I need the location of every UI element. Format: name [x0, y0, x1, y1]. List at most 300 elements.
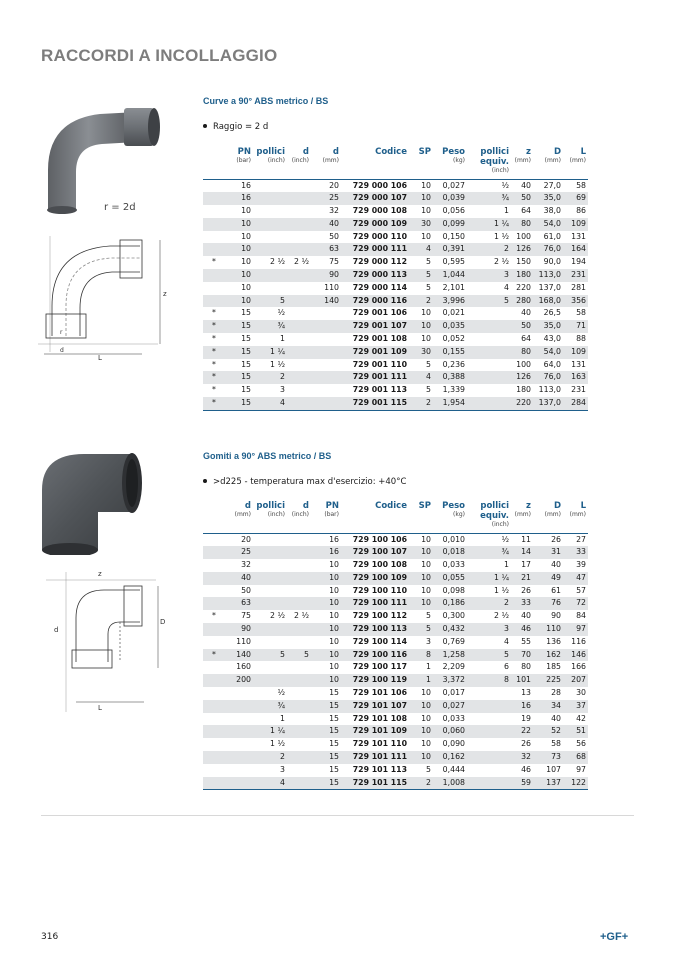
table-cell: 26 [521, 739, 531, 749]
table-cell: 0,010 [442, 534, 465, 544]
bend-drawing-L-label: L [98, 354, 102, 362]
table-cell: 220 [511, 397, 533, 410]
table-cell [203, 623, 225, 636]
elbow-table-header-cell [287, 501, 311, 529]
table-cell: 50 [511, 192, 533, 205]
table-row [203, 333, 588, 346]
table-cell: 30 [409, 346, 433, 359]
table-cell: * [203, 320, 225, 333]
table-cell [287, 218, 311, 231]
table-row [203, 295, 588, 308]
table-cell: 0,021 [442, 308, 465, 318]
table-cell: 180 [516, 385, 531, 395]
table-cell [203, 295, 225, 308]
table-cell: 729 100 114 [352, 636, 407, 646]
table-cell [287, 623, 311, 636]
table-cell: 26 [551, 534, 561, 544]
table-cell: 97 [576, 764, 586, 774]
table-cell: 231 [563, 269, 588, 282]
table-cell: 58 [576, 308, 586, 318]
table-cell: 54,0 [533, 346, 563, 359]
table-cell: 15 [225, 346, 253, 359]
table-cell [287, 192, 311, 205]
table-cell: ¾ [253, 320, 287, 333]
table-cell: * [203, 397, 225, 410]
table-cell: 1 ½ [270, 739, 285, 749]
table-cell: 40 [551, 560, 561, 570]
table-cell: 729 000 107 [341, 192, 409, 205]
elbow-photo [40, 450, 152, 555]
table-cell: 6 [504, 662, 509, 672]
bend-table-header-cell [409, 147, 433, 175]
table-row [203, 384, 588, 397]
table-cell: 1 ¼ [467, 572, 511, 585]
bend-table-header-unit: (kg) [453, 157, 465, 164]
table-cell: 2 ½ [270, 257, 285, 267]
table-cell [203, 700, 225, 713]
table-row [203, 307, 588, 320]
table-cell: 1 ½ [270, 359, 285, 369]
table-cell: 729 100 117 [352, 662, 407, 672]
bend-table-header [203, 147, 588, 175]
table-cell [225, 725, 253, 738]
table-cell [203, 533, 225, 546]
table-cell: 10 [225, 295, 253, 308]
table-cell: 729 000 114 [352, 282, 407, 292]
table-cell [467, 359, 511, 372]
bend-table-header-label: d [332, 147, 339, 157]
table-cell: 0,186 [433, 597, 467, 610]
table-cell: 10 [329, 585, 339, 595]
elbow-table-header-label: Peso [442, 501, 465, 511]
table-cell [287, 777, 311, 790]
table-cell: 729 001 110 [352, 359, 407, 369]
table-row [203, 687, 588, 700]
bend-drawing-z-label: z [163, 290, 167, 298]
gf-logo: +GF+ [600, 931, 629, 943]
table-cell: 27,0 [543, 180, 561, 190]
table-cell: 1 [504, 206, 509, 216]
table-cell: ½ [501, 534, 509, 544]
table-cell [287, 725, 311, 738]
table-cell: 0,300 [442, 611, 465, 621]
bend-drawing [38, 226, 178, 362]
table-cell: 0,098 [442, 585, 465, 595]
table-cell [467, 713, 511, 726]
elbow-table-header-cell [511, 501, 533, 529]
table-cell: 88 [576, 334, 586, 344]
table-cell: 729 000 110 [352, 231, 407, 241]
table-cell: 56 [576, 739, 586, 749]
table-cell: 729 101 108 [352, 713, 407, 723]
bend-table-header-unit: (bar) [236, 157, 251, 164]
table-cell [225, 700, 253, 713]
table-cell [253, 205, 287, 218]
table-cell: 729 000 108 [352, 206, 407, 216]
bend-table-header-cell [433, 147, 467, 175]
table-cell: 1 [409, 674, 433, 687]
table-cell: 5 [467, 295, 511, 308]
table-cell: 4 [504, 282, 509, 292]
table-cell: 40 [521, 611, 531, 621]
table-cell: 38,0 [543, 206, 561, 216]
bend-table-header-unit: (inch) [291, 157, 309, 164]
table-cell [467, 397, 511, 410]
table-row [203, 751, 588, 764]
table-cell: 21 [511, 572, 533, 585]
table-cell: 35,0 [533, 320, 563, 333]
elbow-drawing-L-label: L [98, 704, 102, 712]
table-cell [225, 751, 253, 764]
table-cell [467, 320, 511, 333]
table-cell: 122 [563, 777, 588, 790]
bend-table-header-unit: (mm) [544, 157, 561, 164]
table-cell [467, 700, 511, 713]
table-cell [203, 282, 225, 295]
table-cell: 42 [576, 713, 586, 723]
table-cell: * [212, 359, 216, 369]
table-cell: 20 [329, 180, 339, 190]
table-cell: ½ [501, 180, 509, 190]
elbow-drawing-D-label: D [160, 618, 166, 626]
table-row [203, 533, 588, 546]
table-cell [287, 738, 311, 751]
bend-table-header-label: d [302, 147, 309, 157]
table-cell: 109 [563, 218, 588, 231]
table-cell [253, 585, 287, 598]
table-cell [311, 397, 341, 410]
table-cell: 0,236 [442, 359, 465, 369]
table-cell: 37 [563, 700, 588, 713]
elbow-drawing-d-label: d [54, 626, 59, 634]
table-cell: 0,017 [442, 688, 465, 698]
table-cell: ¾ [467, 546, 511, 559]
bend-table-header-cell [253, 147, 287, 175]
table-cell: 116 [571, 636, 586, 646]
table-cell [203, 738, 225, 751]
table-cell [287, 764, 311, 777]
table-cell: 1 [280, 334, 285, 344]
bend-table-header-unit: (inch) [267, 157, 285, 164]
table-cell: 4 [504, 636, 509, 646]
table-cell: 729 101 110 [352, 739, 407, 749]
table-cell: 40 [521, 308, 531, 318]
table-cell: 10 [409, 572, 433, 585]
bend-table-header-unit: (mm) [322, 157, 339, 164]
table-cell: 2 [467, 243, 511, 256]
elbow-table-header-label: SP [418, 501, 431, 511]
table-row [203, 256, 588, 269]
bend-table-header-cell [287, 147, 311, 175]
table-row [203, 371, 588, 384]
table-cell: 55 [521, 636, 531, 646]
elbow-table-header-cell [433, 501, 467, 529]
table-cell: 40 [521, 180, 531, 190]
table-cell: 185 [546, 662, 561, 672]
table-cell [203, 674, 225, 687]
table-cell: * [212, 257, 216, 267]
table-cell: 10 [409, 751, 433, 764]
table-cell: 136 [546, 636, 561, 646]
table-cell: 137 [533, 777, 563, 790]
table-cell: 3 [280, 764, 285, 774]
table-row [203, 738, 588, 751]
table-cell: 16 [241, 180, 251, 190]
table-cell: 729 100 116 [341, 649, 409, 662]
table-cell: 280 [511, 295, 533, 308]
elbow-table-header-label: PN [325, 501, 339, 511]
table-cell: 109 [563, 346, 588, 359]
table-cell: 40 [225, 572, 253, 585]
table-cell: 90 [551, 611, 561, 621]
table-cell [287, 700, 311, 713]
table-cell: 10 [421, 713, 431, 723]
elbow-table-header-label: D [553, 501, 561, 511]
table-cell [253, 533, 287, 546]
table-cell: 32 [511, 751, 533, 764]
table-cell: 10 [329, 560, 339, 570]
table-cell: 113,0 [533, 269, 563, 282]
elbow-drawing-z-label: z [98, 570, 102, 578]
table-cell [203, 179, 225, 192]
table-row [203, 320, 588, 333]
elbow-table-header-cell [203, 501, 225, 529]
table-cell: 0,033 [442, 560, 465, 570]
table-cell: 10 [409, 597, 433, 610]
table-cell [253, 231, 287, 244]
bend-table [203, 147, 588, 411]
table-cell: 729 001 115 [341, 397, 409, 410]
table-cell: 90 [311, 269, 341, 282]
table-cell: 180 [511, 269, 533, 282]
table-cell [253, 179, 287, 192]
table-cell: 0,090 [442, 739, 465, 749]
table-cell: 1,339 [442, 385, 465, 395]
table-cell: 284 [563, 397, 588, 410]
table-cell: 164 [563, 243, 588, 256]
table-cell: 4 [253, 397, 287, 410]
table-cell: 72 [563, 597, 588, 610]
bend-table-header-label: pollici [256, 147, 285, 157]
bend-table-header-cell [533, 147, 563, 175]
table-cell [287, 282, 311, 295]
section2-title: Gomiti a 90° ABS metrico / BS [203, 451, 332, 461]
table-cell: 1 ¼ [253, 725, 287, 738]
table-cell: 140 [311, 295, 341, 308]
table-cell: 3,996 [433, 295, 467, 308]
table-cell: 160 [236, 662, 251, 672]
table-cell: 14 [511, 546, 533, 559]
table-cell [203, 764, 225, 777]
table-cell: 729 100 110 [352, 585, 407, 595]
table-cell [467, 307, 511, 320]
table-cell [467, 751, 511, 764]
table-cell [203, 725, 225, 738]
table-cell: 90,0 [543, 257, 561, 267]
table-cell: 30 [576, 688, 586, 698]
table-row [203, 397, 588, 410]
table-cell: 80 [511, 346, 533, 359]
table-cell: 15 [311, 725, 341, 738]
table-cell: 13 [521, 688, 531, 698]
table-cell [203, 559, 225, 572]
table-cell: 40 [311, 218, 341, 231]
table-cell: 50 [241, 585, 251, 595]
table-cell: 33 [511, 597, 533, 610]
table-row [203, 597, 588, 610]
table-row [203, 777, 588, 790]
table-cell: 110 [324, 282, 339, 292]
table-cell: 3 [426, 636, 431, 646]
table-cell: 0,595 [442, 257, 465, 267]
table-cell [287, 269, 311, 282]
table-cell: 5 [426, 257, 431, 267]
table-cell [287, 346, 311, 359]
table-cell: 19 [521, 713, 531, 723]
table-row [203, 192, 588, 205]
table-cell: 5 [253, 649, 287, 662]
table-cell: 113,0 [538, 385, 561, 395]
table-cell: 4 [409, 243, 433, 256]
bend-table-header-cell [467, 147, 511, 175]
table-cell: 8 [409, 649, 433, 662]
table-cell: 54,0 [533, 218, 563, 231]
table-cell: 63 [311, 243, 341, 256]
table-cell: 729 001 106 [352, 308, 407, 318]
table-cell: 50 [329, 231, 339, 241]
bend-table-header-cell [203, 147, 225, 175]
bend-table-header-label: SP [418, 147, 431, 157]
footer-divider [41, 815, 634, 816]
table-cell: 30 [409, 218, 433, 231]
table-cell: 64 [521, 334, 531, 344]
table-cell [203, 218, 225, 231]
table-cell: 10 [421, 585, 431, 595]
table-cell [467, 687, 511, 700]
table-cell: 10 [329, 662, 339, 672]
table-cell: 15 [241, 385, 251, 395]
table-row [203, 359, 588, 372]
table-cell [287, 713, 311, 726]
table-cell: 200 [225, 674, 253, 687]
table-cell: 76,0 [533, 371, 563, 384]
table-cell: 80 [521, 662, 531, 672]
table-cell: 10 [409, 546, 433, 559]
table-cell: 194 [571, 257, 586, 267]
table-cell: 0,444 [442, 764, 465, 774]
table-cell [467, 764, 511, 777]
table-cell [253, 192, 287, 205]
table-cell [253, 674, 287, 687]
table-cell: 51 [563, 725, 588, 738]
elbow-table-header-cell [563, 501, 588, 529]
bend-table-header-label: z [526, 147, 531, 157]
table-cell: 11 [521, 534, 531, 544]
table-row [203, 764, 588, 777]
elbow-table-header-unit: (mm) [544, 511, 561, 518]
table-cell: 10 [241, 206, 251, 216]
table-cell: * [203, 371, 225, 384]
table-cell: 17 [521, 560, 531, 570]
table-cell: 15 [311, 777, 341, 790]
elbow-table-header-cell [467, 501, 511, 529]
table-cell [467, 725, 511, 738]
section1-bullet [203, 122, 268, 132]
table-cell: 1 [280, 713, 285, 723]
table-cell [467, 346, 511, 359]
table-row [203, 218, 588, 231]
table-cell [253, 623, 287, 636]
table-row [203, 572, 588, 585]
table-cell: 163 [563, 371, 588, 384]
table-cell: 729 001 111 [341, 371, 409, 384]
table-cell: 35,0 [533, 192, 563, 205]
bend-table-header-cell [511, 147, 533, 175]
table-cell: 1,954 [433, 397, 467, 410]
table-cell: 2,209 [442, 662, 465, 672]
elbow-table-header-label: d [302, 501, 309, 511]
table-cell: 110 [236, 636, 251, 646]
table-cell [203, 231, 225, 244]
bend-radius-label: r = 2d [104, 202, 136, 213]
table-cell: 10 [421, 206, 431, 216]
table-cell [203, 597, 225, 610]
table-cell: 10 [329, 611, 339, 621]
elbow-table-header-unit: (kg) [453, 511, 465, 518]
table-cell: 0,033 [442, 713, 465, 723]
table-row [203, 346, 588, 359]
table-cell: 729 001 109 [341, 346, 409, 359]
table-cell: 166 [571, 662, 586, 672]
bend-table-header-cell [341, 147, 409, 175]
table-cell: 168,0 [533, 295, 563, 308]
table-cell: 0,052 [442, 334, 465, 344]
table-cell [287, 384, 311, 397]
section1-title: Curve a 90° ABS metrico / BS [203, 96, 329, 106]
table-cell [287, 397, 311, 410]
table-cell: 729 000 111 [341, 243, 409, 256]
table-cell: 10 [241, 231, 251, 241]
table-cell: 61 [551, 585, 561, 595]
table-cell: 70 [511, 649, 533, 662]
table-cell: 1 [426, 662, 431, 672]
table-cell: 2 [409, 777, 433, 790]
table-cell: 146 [563, 649, 588, 662]
table-cell: 28 [551, 688, 561, 698]
table-cell: 126 [511, 371, 533, 384]
table-cell: 4 [253, 777, 287, 790]
table-cell: 10 [421, 688, 431, 698]
table-cell [253, 269, 287, 282]
table-row [203, 546, 588, 559]
table-cell: 10 [311, 674, 341, 687]
table-row [203, 661, 588, 674]
table-cell [203, 205, 225, 218]
table-cell: 131 [571, 231, 586, 241]
table-cell: 3 [467, 269, 511, 282]
table-cell [203, 713, 225, 726]
table-cell: 0,391 [433, 243, 467, 256]
table-cell: 61,0 [543, 231, 561, 241]
table-cell: 33 [563, 546, 588, 559]
elbow-table-header-unit: (mm) [234, 511, 251, 518]
table-cell: 16 [225, 192, 253, 205]
bend-table-header-unit: (mm) [514, 157, 531, 164]
table-cell [467, 371, 511, 384]
table-cell: 0,060 [433, 725, 467, 738]
table-cell: 15 [225, 320, 253, 333]
table-cell: 162 [533, 649, 563, 662]
